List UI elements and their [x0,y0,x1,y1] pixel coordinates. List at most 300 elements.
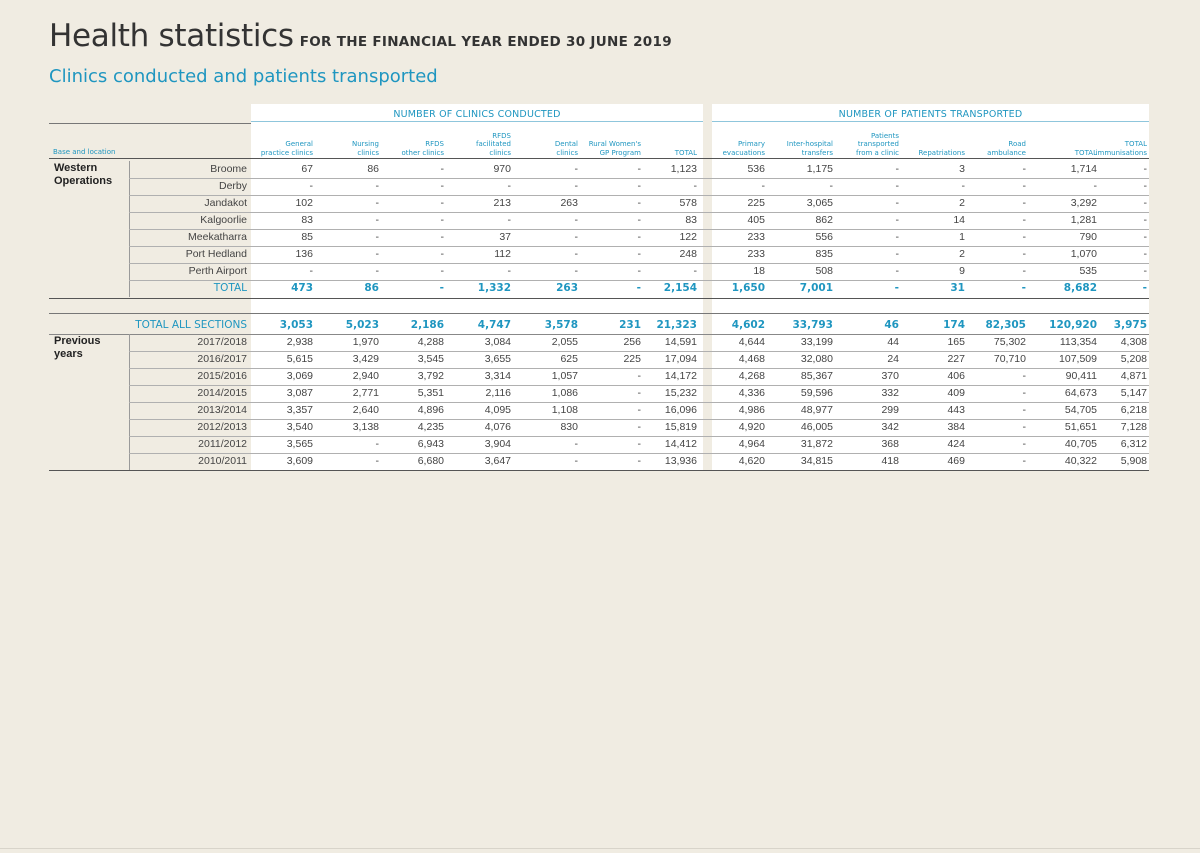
previous-row-cell: 70,710 [993,353,1026,365]
page-subtitle: Clinics conducted and patients transported [49,66,438,87]
all-sections-row-cell: 82,305 [985,319,1026,331]
western-row-cell: - [829,180,833,192]
western-row-cell: 18 [753,265,765,277]
western-row-cell: 136 [295,248,313,260]
western-row-cell: - [693,180,697,192]
column-header-6 [627,149,697,157]
previous-row-cell: 4,920 [738,421,765,433]
column-header-line: ambulance [987,148,1026,157]
western-total-row-cell: 1,650 [731,282,765,294]
previous-row-cell: - [375,455,379,467]
previous-row-cell: 3,138 [352,421,379,433]
western-row-cell: 2 [959,197,965,209]
previous-row-cell: - [637,404,641,416]
previous-row-cell: 469 [947,455,965,467]
section-label-line: Western [54,162,98,174]
western-row-cell: - [1143,214,1147,226]
western-row-cell: - [507,180,511,192]
column-header-line: facilitated [476,140,511,149]
previous-row-cell: 5,351 [417,387,444,399]
western-row-label: Broome [210,163,247,175]
western-row-cell: 213 [493,197,511,209]
previous-row-label: 2013/2014 [197,404,247,416]
previous-row-cell: 5,208 [1120,353,1147,365]
western-row-cell: 14 [953,214,965,226]
group-header-clinics: NUMBER OF CLINICS CONDUCTED [393,109,561,120]
all-sections-row-cell: 231 [619,319,641,331]
section-label-line: years [54,348,83,360]
previous-row-cell: 44 [887,336,899,348]
previous-row-cell: 4,468 [738,353,765,365]
column-header-line: Road [1008,140,1026,149]
section-label-line: Previous [54,335,101,347]
previous-row-cell: - [637,387,641,399]
column-header-line: Patients [870,131,899,140]
previous-row-cell: 3,609 [286,455,313,467]
western-row-cell: - [1022,214,1026,226]
previous-row-cell: 31,872 [800,438,833,450]
previous-row-cell: - [1022,438,1026,450]
western-row-cell: - [440,180,444,192]
previous-row-cell: 4,620 [738,455,765,467]
previous-row-label: 2012/2013 [197,421,247,433]
previous-row-cell: 443 [947,404,965,416]
western-row-cell: - [375,248,379,260]
column-header-7 [695,140,765,157]
previous-row-cell: 13,936 [664,455,697,467]
western-total-row-cell: 7,001 [799,282,833,294]
western-row-cell: 225 [747,197,765,209]
western-row-cell: 405 [747,214,765,226]
header-top-rule-left [49,123,251,124]
column-header-line: other clinics [401,148,444,157]
western-row-cell: - [637,197,641,209]
column-header-line: evacuations [722,148,765,157]
previous-row-cell: 3,069 [286,370,313,382]
previous-row-cell: 830 [560,421,578,433]
western-row-label: Meekatharra [188,231,247,243]
western-row-cell: - [1022,197,1026,209]
previous-row-cell: 3,545 [417,353,444,365]
row-divider [129,212,1149,213]
all-sections-row-label: TOTAL ALL SECTIONS [135,319,247,331]
previous-row-cell: 4,095 [484,404,511,416]
western-row-cell: - [895,231,899,243]
western-row-cell: - [1143,163,1147,175]
previous-row-cell: - [1022,455,1026,467]
western-row-cell: - [574,180,578,192]
row-divider [129,246,1149,247]
column-header-line: transfers [801,148,833,157]
column-header-line: TOTAL [1124,140,1147,149]
section-label-line: Operations [54,175,113,187]
previous-row-label: 2015/2016 [197,370,247,382]
western-row-cell: - [375,265,379,277]
previous-row-cell: 625 [560,353,578,365]
column-header-line: Dental [554,140,578,149]
previous-row-cell: 3,314 [484,370,511,382]
western-row-cell: - [574,248,578,260]
previous-row-cell: - [1022,404,1026,416]
previous-row-label: 2017/2018 [197,336,247,348]
western-row-cell: - [1022,265,1026,277]
western-row-cell: 2 [959,248,965,260]
western-row-cell: - [574,163,578,175]
column-header-9 [829,132,899,157]
western-row-cell: - [1022,180,1026,192]
western-row-cell: - [440,214,444,226]
previous-row-cell: - [1022,370,1026,382]
previous-row-cell: 3,904 [484,438,511,450]
previous-row-cell: 3,540 [286,421,313,433]
western-row-cell: 508 [815,265,833,277]
column-header-line: RFDS [425,140,444,149]
column-header-line: Rural Women's [588,140,641,149]
page-title [49,18,672,54]
western-total-row-cell: - [1021,282,1026,294]
column-header-line: Inter-hospital [786,140,833,149]
western-row-cell: - [895,248,899,260]
previous-row-cell: - [574,438,578,450]
western-row-label: Port Hedland [185,248,247,260]
column-header-line: transported [857,140,899,149]
column-header-0 [243,140,313,157]
previous-row-cell: 384 [947,421,965,433]
previous-row-cell: 2,938 [286,336,313,348]
previous-row-cell: 227 [947,353,965,365]
western-total-row-cell: - [439,282,444,294]
western-row-cell: - [574,231,578,243]
previous-row-cell: 14,412 [664,438,697,450]
western-row-cell: - [440,163,444,175]
western-row-cell: 112 [494,248,511,260]
previous-row-label: 2011/2012 [198,438,247,450]
western-row-cell: 970 [493,163,511,175]
western-row-cell: - [1022,231,1026,243]
western-row-cell: 86 [367,163,379,175]
previous-row-cell: 3,357 [286,404,313,416]
row-divider [129,178,1149,179]
previous-row-cell: 4,076 [484,421,511,433]
previous-row-cell: 3,647 [484,455,511,467]
western-row-cell: - [1143,180,1147,192]
western-row-cell: 83 [301,214,313,226]
column-header-base: Base and location [53,148,116,156]
previous-row-cell: - [637,455,641,467]
western-row-cell: - [693,265,697,277]
column-header-line: RFDS [492,131,511,140]
previous-row-cell: 4,964 [738,438,765,450]
column-header-line: GP Program [599,148,641,157]
previous-row-cell: 4,986 [738,404,765,416]
previous-row-cell: 54,705 [1064,404,1097,416]
row-divider [129,263,1149,264]
previous-row-cell: 32,080 [800,353,833,365]
western-total-row-cell: 86 [364,282,379,294]
previous-row-cell: 4,871 [1120,370,1147,382]
previous-row-cell: - [1022,421,1026,433]
all-sections-row-cell: 2,186 [410,319,444,331]
title-main: Health statistics [49,18,294,54]
previous-row-cell: 4,268 [738,370,765,382]
previous-row-cell: 299 [881,404,899,416]
previous-row-cell: 2,771 [352,387,379,399]
previous-row-cell: 7,128 [1120,421,1147,433]
previous-row-cell: - [637,370,641,382]
previous-row-cell: 2,116 [485,387,511,399]
all-sections-row-cell: 5,023 [345,319,379,331]
western-row-cell: - [440,265,444,277]
all-sections-row-cell: 3,053 [279,319,313,331]
western-row-label: Kalgoorlie [200,214,247,226]
western-row-cell: - [574,214,578,226]
western-row-cell: 67 [301,163,313,175]
western-row-cell: - [375,231,379,243]
previous-row-cell: - [1022,387,1026,399]
row-divider [129,368,1149,369]
column-header-11 [956,140,1026,157]
western-row-cell: - [375,180,379,192]
western-row-cell: - [375,197,379,209]
previous-row-cell: 15,232 [664,387,697,399]
previous-row-cell: 6,218 [1120,404,1147,416]
western-row-cell: 263 [560,197,578,209]
western-total-row-cell: - [636,282,641,294]
western-row-cell: 83 [685,214,697,226]
previous-row-cell: 424 [947,438,965,450]
western-row-cell: 535 [1079,265,1097,277]
western-row-cell: - [637,265,641,277]
previous-row-cell: 3,429 [352,353,379,365]
row-divider [129,229,1149,230]
western-row-cell: - [637,248,641,260]
previous-row-cell: 4,288 [417,336,444,348]
previous-row-cell: 256 [623,336,641,348]
western-row-cell: - [895,163,899,175]
row-divider [129,453,1149,454]
previous-row-cell: 113,354 [1059,336,1097,348]
previous-row-cell: 1,057 [551,370,578,382]
western-row-cell: - [637,231,641,243]
previous-row-cell: 4,644 [738,336,765,348]
western-row-cell: 3,065 [806,197,833,209]
previous-row-cell: 1,086 [551,387,578,399]
western-row-label: Derby [218,180,247,192]
previous-row-cell: 6,312 [1120,438,1147,450]
previous-row-cell: 1,970 [352,336,379,348]
previous-row-cell: 368 [881,438,899,450]
previous-row-cell: 75,302 [993,336,1026,348]
western-row-cell: 102 [295,197,313,209]
western-row-cell: 835 [815,248,833,260]
previous-row-cell: 33,199 [800,336,833,348]
column-header-line: General [285,140,313,149]
previous-row-cell: 3,087 [286,387,313,399]
column-header-line: Nursing [351,140,379,149]
column-header-3 [441,132,511,157]
western-total-row-cell: - [894,282,899,294]
western-row-cell: - [440,248,444,260]
western-row-cell: 1,175 [806,163,833,175]
western-row-cell: 1 [959,231,965,243]
western-row-cell: - [895,265,899,277]
row-divider [129,402,1149,403]
previous-row-cell: - [637,421,641,433]
row-divider [129,280,1149,281]
western-row-cell: - [1143,248,1147,260]
previous-row-cell: 90,411 [1065,370,1097,382]
western-row-label: Perth Airport [188,265,247,277]
column-header-13 [1077,140,1147,157]
all-sections-row-cell: 3,578 [544,319,578,331]
western-row-cell: 790 [1079,231,1097,243]
column-header-4 [508,140,578,157]
previous-row-cell: 48,977 [800,404,833,416]
row-divider [129,385,1149,386]
all-sections-row-cell: 4,602 [731,319,765,331]
column-header-1 [309,140,379,157]
previous-row-cell: 15,819 [664,421,697,433]
western-row-cell: 1,714 [1070,163,1097,175]
western-row-cell: - [440,197,444,209]
previous-row-cell: 6,943 [417,438,444,450]
western-row-cell: - [440,231,444,243]
group-rule-clinics [251,121,703,122]
western-row-cell: - [375,214,379,226]
western-row-cell: - [637,163,641,175]
previous-row-cell: 34,815 [800,455,833,467]
all-sections-row-cell: 33,793 [792,319,833,331]
western-row-cell: 37 [499,231,511,243]
western-row-cell: - [895,197,899,209]
column-header-line: clinics [357,148,379,157]
all-sections-row-cell: 46 [884,319,899,331]
western-total-row-cell: 2,154 [663,282,697,294]
western-total-row-cell: 8,682 [1063,282,1097,294]
previous-row-cell: 4,235 [417,421,444,433]
column-header-10 [895,149,965,157]
section-rule [49,313,1149,314]
previous-row-cell: 4,336 [738,387,765,399]
section-rule [49,298,1149,299]
previous-row-cell: 14,172 [664,370,697,382]
western-row-cell: - [309,180,313,192]
column-header-line: TOTAL [1074,148,1097,157]
row-divider [129,436,1149,437]
all-sections-row-cell: 174 [943,319,965,331]
previous-row-cell: 1,108 [551,404,578,416]
previous-row-cell: 2,055 [551,336,578,348]
previous-row-cell: - [375,438,379,450]
western-row-cell: 248 [679,248,697,260]
previous-row-cell: 64,673 [1064,387,1097,399]
western-row-cell: 85 [301,231,313,243]
previous-row-label: 2016/2017 [197,353,247,365]
previous-row-cell: 165 [947,336,965,348]
previous-row-cell: 46,005 [800,421,833,433]
western-total-row-cell: 31 [950,282,965,294]
previous-row-cell: 409 [947,387,965,399]
all-sections-row-cell: 21,323 [656,319,697,331]
western-row-label: Jandakot [204,197,247,209]
western-row-cell: - [895,180,899,192]
previous-row-cell: 3,792 [417,370,444,382]
previous-row-cell: 5,147 [1120,387,1147,399]
previous-row-cell: - [574,455,578,467]
western-row-cell: 3 [959,163,965,175]
title-period: FOR THE FINANCIAL YEAR ENDED 30 JUNE 2019 [299,34,672,50]
column-header-line: from a clinic [856,148,899,157]
western-row-cell: - [574,265,578,277]
row-divider [49,334,1149,335]
western-row-cell: - [895,214,899,226]
previous-row-cell: 51,651 [1064,421,1097,433]
previous-row-cell: 406 [947,370,965,382]
previous-row-cell: 3,655 [484,353,511,365]
western-row-cell: 536 [747,163,765,175]
all-sections-row-cell: 4,747 [477,319,511,331]
row-divider [129,419,1149,420]
column-header-line: immunisations [1095,148,1147,157]
western-row-cell: 122 [679,231,697,243]
previous-row-cell: 5,908 [1120,455,1147,467]
western-row-cell: - [309,265,313,277]
column-header-line: TOTAL [674,148,697,157]
column-header-line: Primary [737,140,765,149]
western-row-cell: - [507,265,511,277]
western-total-row-cell: 263 [556,282,578,294]
western-row-cell: - [1022,248,1026,260]
previous-row-cell: 59,596 [800,387,833,399]
previous-row-cell: 85,367 [800,370,833,382]
previous-row-cell: 5,615 [286,353,313,365]
column-header-line: clinics [489,148,511,157]
western-row-cell: 578 [679,197,697,209]
western-row-cell: - [1093,180,1097,192]
previous-row-label: 2014/2015 [197,387,247,399]
previous-row-cell: 40,705 [1064,438,1097,450]
previous-row-cell: 225 [623,353,641,365]
column-header-line: clinics [556,148,578,157]
previous-row-cell: - [637,438,641,450]
previous-row-cell: 3,565 [286,438,313,450]
western-row-cell: 233 [747,231,765,243]
column-header-2 [374,140,444,157]
western-row-cell: - [637,180,641,192]
western-row-cell: - [1022,163,1026,175]
all-sections-row-cell: 120,920 [1049,319,1097,331]
column-header-line: practice clinics [260,148,313,157]
previous-row-cell: 107,509 [1059,353,1097,365]
western-total-row-cell: 1,332 [477,282,511,294]
previous-row-cell: 370 [881,370,899,382]
western-total-row-label: TOTAL [213,282,247,294]
previous-row-cell: 6,680 [417,455,444,467]
western-row-cell: 233 [747,248,765,260]
western-row-cell: 556 [815,231,833,243]
western-row-cell: 1,123 [670,163,697,175]
western-total-row-cell: - [1142,282,1147,294]
group-header-patients: NUMBER OF PATIENTS TRANSPORTED [838,109,1023,120]
previous-row-cell: 2,640 [352,404,379,416]
previous-row-cell: 4,308 [1120,336,1147,348]
western-total-row-cell: 473 [291,282,313,294]
previous-row-cell: 418 [881,455,899,467]
group-rule-patients [712,121,1149,122]
previous-row-cell: 24 [887,353,899,365]
previous-row-cell: 14,591 [664,336,697,348]
row-divider [49,470,1149,471]
